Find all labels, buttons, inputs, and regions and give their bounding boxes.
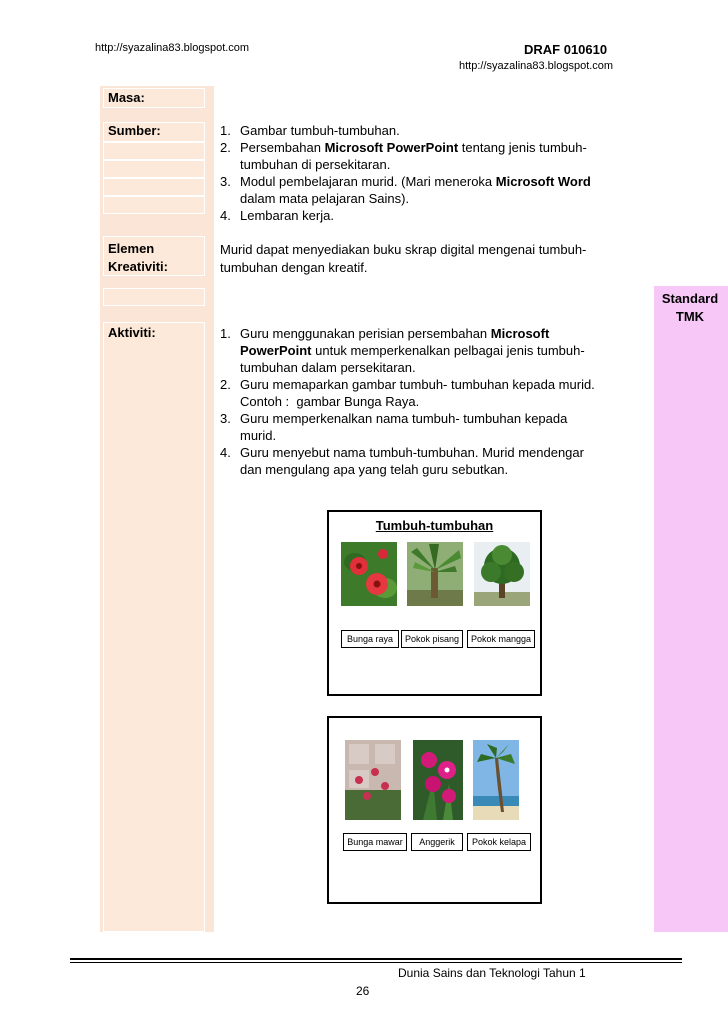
elemen-text-line2: tumbuhan dengan kreatif. [220,260,368,275]
aktiviti-item: 4. Guru menyebut nama tumbuh-tumbuhan. Murid mendengar [220,445,584,460]
sumber-item-cont: dalam mata pelajaran Sains). [240,191,410,206]
elemen-text-line1: Murid dapat menyediakan buku skrap digital mengenai tumbuh- [220,242,587,257]
label-column [100,86,214,932]
plant-label: Anggerik [411,833,463,851]
sumber-item: 1. Gambar tumbuh-tumbuhan. [220,123,400,138]
footer-rule [70,958,682,960]
sumber-item: 3. Modul pembelajaran murid. (Mari meneroka Microsoft Word [220,174,591,189]
plant-label: Bunga raya [341,630,399,648]
plant-label: Pokok mangga [467,630,535,648]
footer-rule-thin [70,962,682,963]
mango-tree-image [474,542,530,606]
slide-title: Tumbuh-tumbuhan [375,518,494,533]
tmk-label: TMK [675,309,705,324]
sumber-item: 2. Persembahan Microsoft PowerPoint tentang jenis tumbuh- [220,140,587,155]
hibiscus-image [341,542,397,606]
aktiviti-item-cont: PowerPoint untuk memperkenalkan pelbagai jenis tumbuh- [240,343,585,358]
sumber-item-cont: tumbuhan di persekitaran. [240,157,391,172]
slide-plants-2 [327,716,542,904]
aktiviti-item: 3. Guru memperkenalkan nama tumbuh- tumbuhan kepada [220,411,568,426]
aktiviti-item-cont: murid. [240,428,277,443]
page-number: 26 [356,984,370,998]
aktiviti-item-cont: dan mengulang apa yang telah guru sebutkan. [240,462,509,477]
sumber-item: 4. Lembaran kerja. [220,208,334,223]
orchid-image [413,740,463,820]
aktiviti-item-cont: tumbuhan dalam persekitaran. [240,360,416,375]
standard-tmk-column [654,286,728,932]
masa-label: Masa: [108,90,145,105]
draft-label: DRAF 010610 [524,42,608,57]
slide-tumbuh-tumbuhan [327,510,542,696]
kreativiti-label: Kreativiti: [108,259,168,274]
sumber-list [220,122,652,224]
coconut-tree-image [473,740,519,820]
standard-tmk-heading [656,290,724,326]
standard-label: Standard [661,291,719,306]
plant-label: Pokok pisang [401,630,463,648]
plant-label: Bunga mawar [343,833,407,851]
header-url-right: http://syazalina83.blogspot.com [459,60,614,72]
aktiviti-label: Aktiviti: [108,325,156,340]
aktiviti-item-cont: Contoh : gambar Bunga Raya. [240,394,420,409]
aktiviti-item: 2. Guru memaparkan gambar tumbuh- tumbuhan kepada murid. [220,377,595,392]
elemen-label: Elemen [108,241,155,256]
footer-book-title: Dunia Sains dan Teknologi Tahun 1 [398,966,586,980]
header-url-left: http://syazalina83.blogspot.com [95,42,250,54]
aktiviti-list [220,325,652,478]
rose-image [345,740,401,820]
aktiviti-item: 1. Guru menggunakan perisian persembahan Microsoft [220,326,550,341]
banana-tree-image [407,542,463,606]
plant-label: Pokok kelapa [467,833,531,851]
sumber-label: Sumber: [108,123,161,138]
